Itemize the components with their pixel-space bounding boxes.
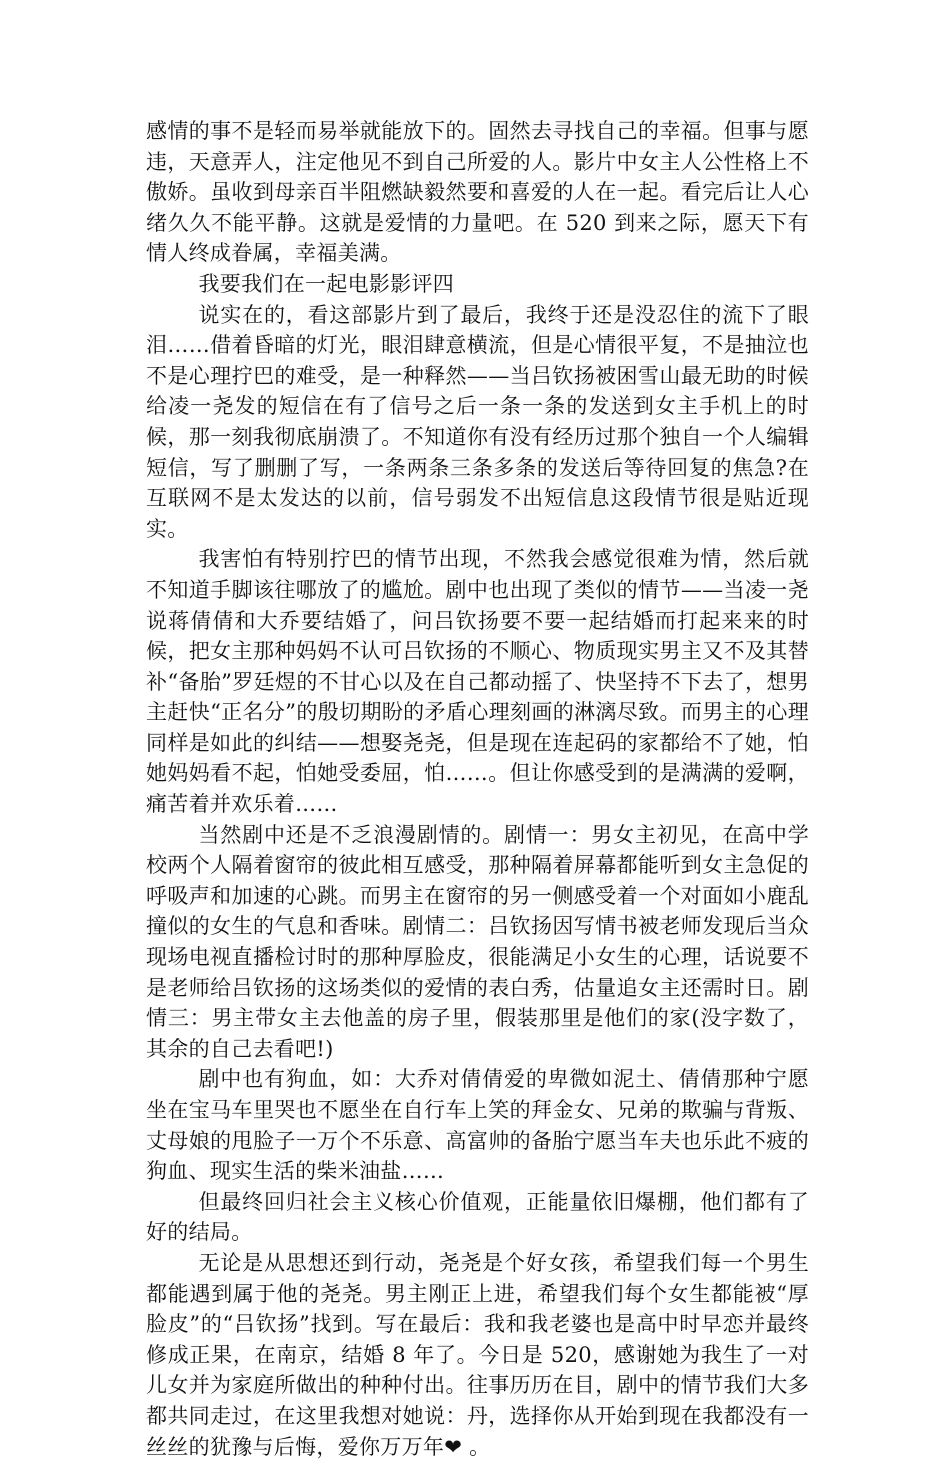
paragraph: 我害怕有特别拧巴的情节出现，不然我会感觉很难为情，然后就不知道手脚该往哪放了的尴尬。剧中也出现了类似的情节——当凌一尧说蒋倩倩和大乔要结婚了，问吕钦扬要不要一起结婚而打起来来的时候，把女主那种妈妈不认可吕钦扬的不顺心、物质现实男主又不及其替补“备胎”罗廷煜的不甘心以及在自己都动摇了、快坚持不下去了，想男主赶快“正名分”的殷切期盼的矛盾心理刻画的淋漓尽致。而男主的心理同样是如此的纠结——想娶尧尧，但是现在连起码的家都给不了她，怕她妈妈看不起，怕她受委屈，怕……。但让你感受到的是满满的爱啊，痛苦着并欢乐着……: [146, 547, 809, 817]
section-heading: 我要我们在一起电影影评四: [198, 271, 455, 296]
paragraph: 但最终回归社会主义核心价值观，正能量依旧爆棚，他们都有了好的结局。: [146, 1189, 809, 1245]
paragraph: 说实在的，看这部影片到了最后，我终于还是没忍住的流下了眼泪……借着昏暗的灯光，眼泪肆意横流，但是心情很平复，不是抽泣也不是心理拧巴的难受，是一种释然——当吕钦扬被困雪山最无助的时候给凌一尧发的短信在有了信号之后一条一条的发送到女主手机上的时候，那一刻我彻底崩溃了。不知道你有没有经历过那个独自一个人编辑短信，写了删删了写，一条两条三条多条的发送后等待回复的焦急?在互联网不是太发达的以前，信号弱发不出短信息这段情节很是贴近现实。: [146, 302, 809, 541]
article-body: [146, 116, 809, 1462]
paragraph-closing: 无论是从思想还到行动，尧尧是个好女孩，希望我们每一个男生都能遇到属于他的尧尧。男主刚正上进，希望我们每个女生都能被“厚脸皮”的“吕钦扬”找到。写在最后：我和我老婆也是高中时早恋并最终修成正果，在南京，结婚 8 年了。今日是 520，感谢她为我生了一对儿女并为家庭所做出的种种付出。往事历历在目，剧中的情节我们大多都共同走过，在这里我想对她说：丹，选择你从开始到现在我都没有一丝丝的犹豫与后悔，爱你万万年❤ 。: [146, 1250, 809, 1459]
paragraph: 剧中也有狗血，如：大乔对倩倩爱的卑微如泥土、倩倩那种宁愿坐在宝马车里哭也不愿坐在自行车上笑的拜金女、兄弟的欺骗与背叛、丈母娘的甩脸子一万个不乐意、高富帅的备胎宁愿当车夫也乐此不疲的狗血、现实生活的柴米油盐……: [146, 1067, 809, 1184]
paragraph: 当然剧中还是不乏浪漫剧情的。剧情一：男女主初见，在高中学校两个人隔着窗帘的彼此相互感受，那种隔着屏幕都能听到女主急促的呼吸声和加速的心跳。而男主在窗帘的另一侧感受着一个对面如小鹿乱撞似的女生的气息和香味。剧情二：吕钦扬因写情书被老师发现后当众现场电视直播检讨时的那种厚脸皮，很能满足小女生的心理，话说要不是老师给吕钦扬的这场类似的爱情的表白秀，估量追女主还需时日。剧情三：男主带女主去他盖的房子里，假装那里是他们的家(没字数了，其余的自己去看吧!): [146, 822, 809, 1061]
paragraph-intro: 感情的事不是轻而易举就能放下的。固然去寻找自己的幸福。但事与愿违，天意弄人，注定他见不到自己所爱的人。影片中女主人公性格上不傲娇。虽收到母亲百半阻燃缺毅然要和喜爱的人在一起。看完后让人心绪久久不能平静。这就是爱情的力量吧。在 520 到来之际，愿天下有情人终成眷属，幸福美满。: [146, 119, 809, 266]
